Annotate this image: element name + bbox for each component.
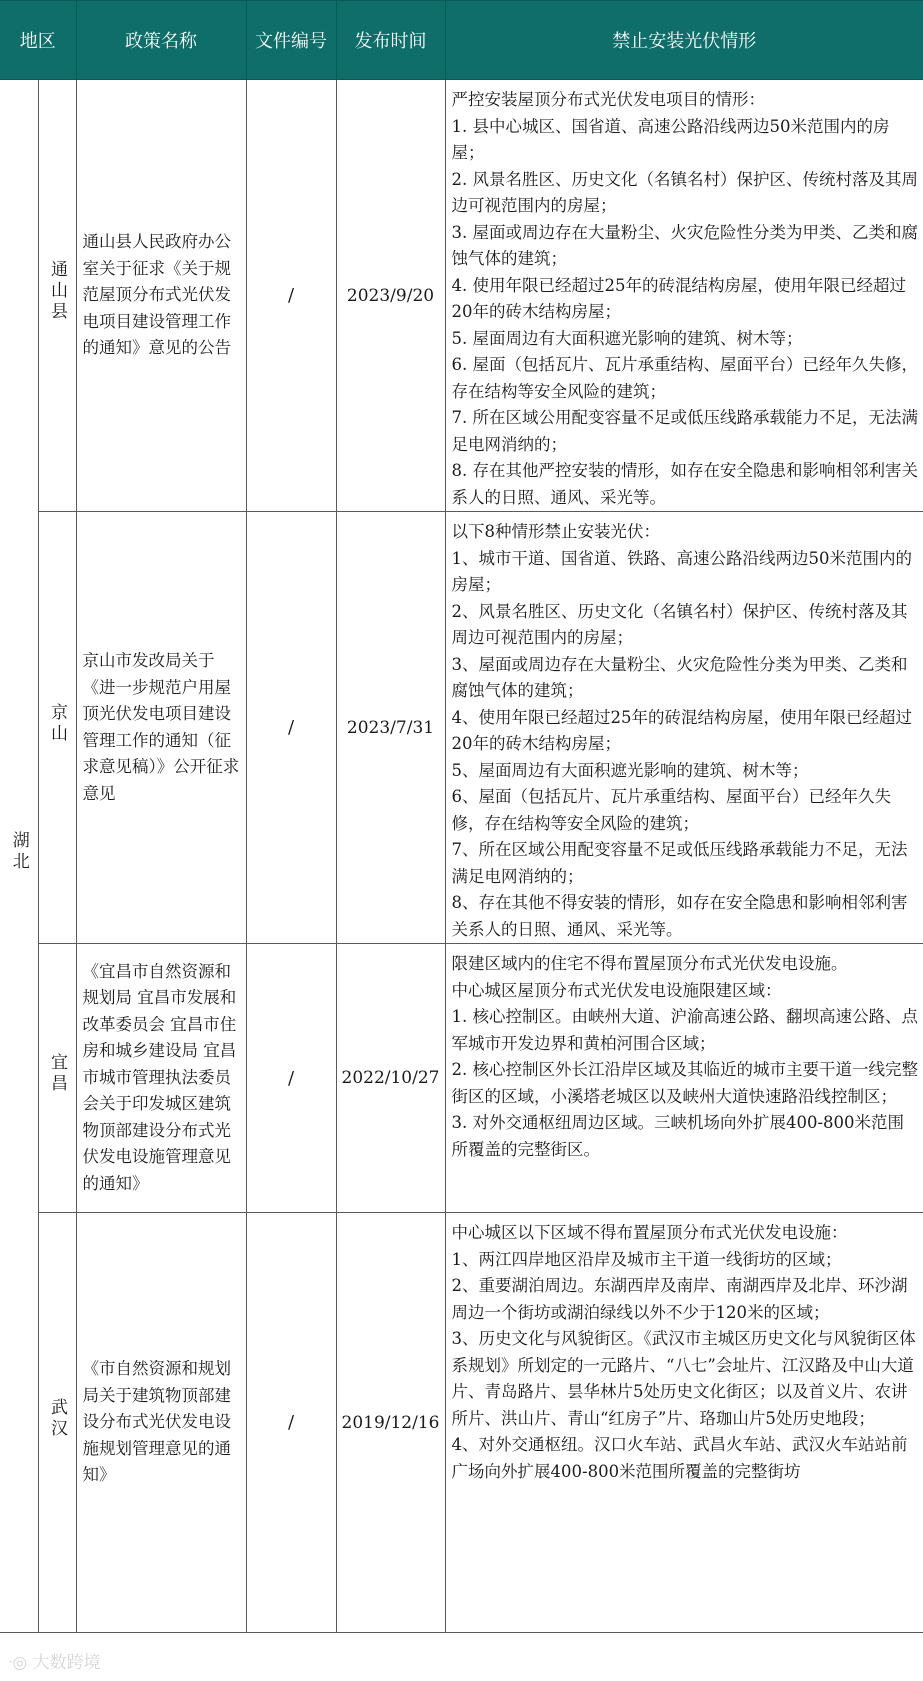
situations-cell	[445, 512, 923, 944]
situation-line: 5、屋面周边有大面积遮光影响的建筑、树木等；	[451, 760, 809, 780]
publish-date: 2023/7/31	[336, 512, 445, 944]
policy-name: 《宜昌市自然资源和规划局 宜昌市发展和改革委员会 宜昌市住房和城乡建设局 宜昌市城市管理执法委员会关于印发城区建筑物顶部建设分布式光伏发电设施管理意见的通知》	[76, 944, 246, 1213]
situation-line: 2. 核心控制区外长江沿岸区域及其临近的城市主要干道一线完整街区的区域，小溪塔老城区以及峡州大道快速路沿线控制区；	[451, 1060, 918, 1106]
table-row	[0, 1213, 923, 1633]
situation-line: 5. 屋面周边有大面积遮光影响的建筑、树木等；	[451, 328, 803, 348]
situation-line: 8、存在其他不得安装的情形，如存在安全隐患和影响相邻利害关系人的日照、通风、采光等。	[451, 893, 908, 939]
situation-line: 4、对外交通枢纽。汉口火车站、武昌火车站、武汉火车站站前广场向外扩展400-800米范围所覆盖的完整街坊	[451, 1435, 908, 1481]
city-cell	[38, 80, 76, 512]
table-row	[0, 944, 923, 1213]
situation-line: 中心城区以下区域不得布置屋顶分布式光伏发电设施：	[451, 1223, 848, 1242]
header-region: 地区	[0, 1, 76, 80]
header-policy-name: 政策名称	[76, 1, 246, 80]
header-situations: 禁止安装光伏情形	[445, 1, 923, 80]
publish-date: 2022/10/27	[336, 944, 445, 1213]
situation-line: 1. 县中心城区、国省道、高速公路沿线两边50米范围内的房屋；	[451, 116, 890, 162]
policy-name: 《市自然资源和规划局关于建筑物顶部建设分布式光伏发电设施规划管理意见的通知》	[76, 1213, 246, 1633]
situation-line: 3、历史文化与风貌街区。《武汉市主城区历史文化与风貌街区体系规划》所划定的一元路片、“八七”会址片、江汉路及中山大道片、青岛路片、昙华林片5处历史文化街区；以及首义片、农讲所片、洪山片、青山“红房子”片、珞珈山片5处历史地段；	[451, 1329, 916, 1428]
situation-line: 6. 屋面（包括瓦片、瓦片承重结构、屋面平台）已经年久失修，存在结构等安全风险的建筑；	[451, 355, 918, 401]
publish-date: 2019/12/16	[336, 1213, 445, 1633]
situation-line: 严控安装屋顶分布式光伏发电项目的情形：	[451, 90, 765, 109]
situation-line: 1、城市干道、国省道、铁路、高速公路沿线两边50米范围内的房屋；	[451, 548, 912, 594]
situation-line: 3、屋面或周边存在大量粉尘、火灾危险性分类为甲类、乙类和腐蚀气体的建筑；	[451, 654, 908, 700]
situation-line: 1. 核心控制区。由峡州大道、沪渝高速公路、翻坝高速公路、点军城市开发边界和黄柏河围合区域；	[451, 1007, 918, 1053]
city-cell	[38, 512, 76, 944]
situations-cell	[445, 80, 923, 512]
city-label: 武汉	[47, 1397, 67, 1440]
publish-date: 2023/9/20	[336, 80, 445, 512]
policy-name: 通山县人民政府办公室关于征求《关于规范屋顶分布式光伏发电项目建设管理工作的通知》意见的公告	[76, 80, 246, 512]
situation-line: 1、两江四岸地区沿岸及城市主干道一线街坊的区域；	[451, 1249, 842, 1269]
city-label: 通山县	[47, 260, 67, 323]
table-row	[0, 512, 923, 944]
situation-line: 3. 屋面或周边存在大量粉尘、火灾危险性分类为甲类、乙类和腐蚀气体的建筑；	[451, 222, 918, 268]
situations-cell	[445, 944, 923, 1213]
situation-line: 6、屋面（包括瓦片、瓦片承重结构、屋面平台）已经年久失修，存在结构等安全风险的建筑；	[451, 787, 891, 833]
situation-line: 7、所在区域公用配变容量不足或低压线路承载能力不足，无法满足电网消纳的；	[451, 840, 908, 886]
header-date: 发布时间	[336, 1, 445, 80]
situation-line: 以下8种情形禁止安装光伏：	[451, 522, 660, 541]
situation-line: 2、风景名胜区、历史文化（名镇名村）保护区、传统村落及其周边可视范围内的房屋；	[451, 601, 908, 647]
header-doc-no: 文件编号	[246, 1, 336, 80]
city-label: 宜昌	[47, 1053, 67, 1095]
watermark-text: 大数跨境	[32, 1653, 101, 1673]
situation-line: 8. 存在其他严控安装的情形，如存在安全隐患和影响相邻利害关系人的日照、通风、采光等。	[451, 461, 918, 507]
city-cell	[38, 1213, 76, 1633]
situation-line: 7. 所在区域公用配变容量不足或低压线路承载能力不足，无法满足电网消纳的；	[451, 408, 918, 454]
table-row	[0, 80, 923, 512]
situation-line: 4. 使用年限已经超过25年的砖混结构房屋，使用年限已经超过20年的砖木结构房屋；	[451, 275, 906, 321]
situation-line: 3. 对外交通枢纽周边区域。三峡机场向外扩展400-800米范围所覆盖的完整街区。	[451, 1113, 905, 1159]
province-label: 湖北	[8, 831, 29, 873]
doc-number: /	[246, 512, 336, 944]
situation-line: 2. 风景名胜区、历史文化（名镇名村）保护区、传统村落及其周边可视范围内的房屋；	[451, 169, 918, 215]
province-cell	[0, 80, 38, 1633]
header-row	[0, 1, 923, 80]
watermark-logo-icon: ᐧ◎	[8, 1653, 28, 1673]
situation-line: 中心城区屋顶分布式光伏发电设施限建区域：	[451, 980, 782, 1000]
city-cell	[38, 944, 76, 1213]
city-label: 京山	[47, 702, 67, 745]
policy-name: 京山市发改局关于《进一步规范户用屋顶光伏发电项目建设管理工作的通知（征求意见稿）》公开征求意见	[76, 512, 246, 944]
doc-number: /	[246, 80, 336, 512]
watermark	[8, 1648, 101, 1673]
situation-line: 限建区域内的住宅不得布置屋顶分布式光伏发电设施。	[451, 954, 848, 973]
doc-number: /	[246, 1213, 336, 1633]
situation-line: 2、重要湖泊周边。东湖西岸及南岸、南湖西岸及北岸、环沙湖周边一个街坊或湖泊绿线以外不少于120米的区域；	[451, 1276, 908, 1322]
doc-number: /	[246, 944, 336, 1213]
situation-line: 4、使用年限已经超过25年的砖混结构房屋，使用年限已经超过20年的砖木结构房屋；	[451, 707, 912, 753]
situations-cell	[445, 1213, 923, 1633]
